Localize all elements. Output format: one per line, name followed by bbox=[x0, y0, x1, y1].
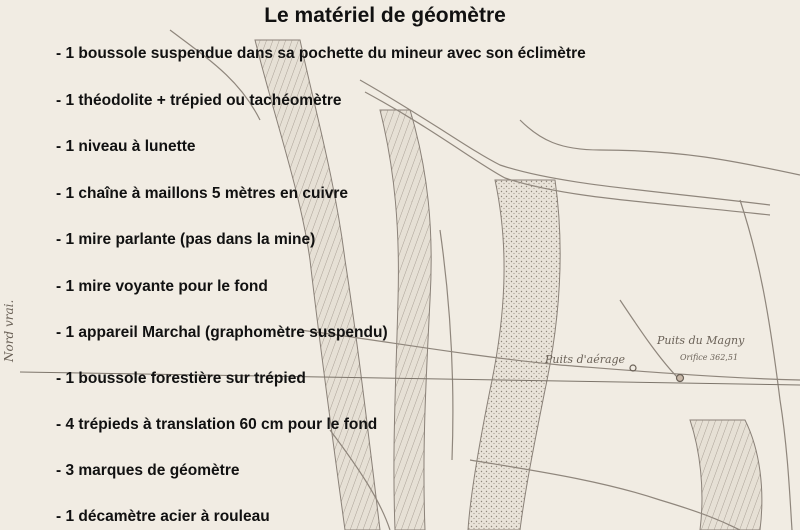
equipment-item: - 3 marques de géomètre bbox=[56, 462, 240, 479]
equipment-item: - 1 chaîne à maillons 5 mètres en cuivre bbox=[56, 185, 349, 202]
map-label-nord: Nord vrai. bbox=[2, 299, 16, 362]
map-label-orifice: Orifice 362,51 bbox=[680, 353, 739, 362]
equipment-item: - 1 mire voyante pour le fond bbox=[56, 278, 268, 295]
map-label-puits-magny: Puits du Magny bbox=[657, 334, 745, 347]
map-label-puits-aerage: Puits d'aérage bbox=[545, 353, 626, 366]
equipment-item: - 1 décamètre acier à rouleau bbox=[56, 508, 270, 525]
page-title: Le matériel de géomètre bbox=[264, 4, 506, 27]
equipment-item: - 4 trépieds à translation 60 cm pour le fond bbox=[56, 416, 378, 433]
equipment-item: - 1 niveau à lunette bbox=[56, 138, 196, 155]
equipment-item: - 1 théodolite + trépied ou tachéomètre bbox=[56, 92, 342, 109]
equipment-item: - 1 mire parlante (pas dans la mine) bbox=[56, 231, 316, 248]
equipment-item: - 1 boussole suspendue dans sa pochette du mineur avec son éclimètre bbox=[56, 45, 586, 62]
equipment-item: - 1 appareil Marchal (graphomètre suspendu) bbox=[56, 324, 388, 341]
equipment-item: - 1 boussole forestière sur trépied bbox=[56, 370, 306, 387]
